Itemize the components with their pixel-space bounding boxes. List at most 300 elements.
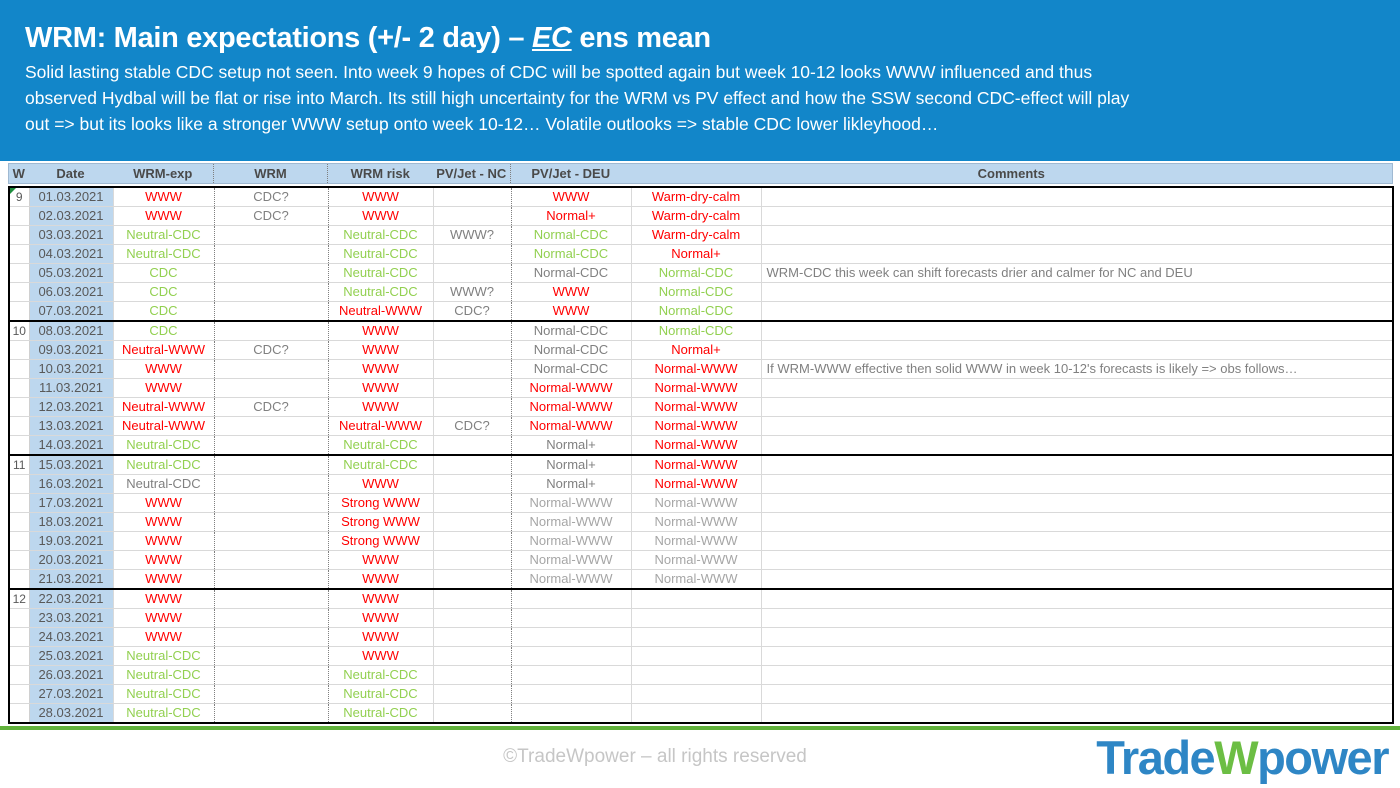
table-row — [9, 685, 1393, 704]
cell-pv-jet-deu: Normal-CDC — [511, 245, 631, 264]
cell-wrm-exp: Neutral-CDC — [113, 455, 214, 475]
cell-pv-jet-nc — [433, 647, 511, 666]
cell-pv-jet-deu — [511, 609, 631, 628]
cell-pv-jet-deu-2 — [631, 647, 761, 666]
cell-comment — [761, 647, 1393, 666]
cell-week: 10 — [9, 321, 29, 341]
cell-pv-jet-deu-2: Warm-dry-calm — [631, 226, 761, 245]
cell-date: 15.03.2021 — [29, 455, 113, 475]
cell-wrm-exp: WWW — [113, 628, 214, 647]
cell-comment — [761, 207, 1393, 226]
cell-pv-jet-deu-2: Normal-CDC — [631, 283, 761, 302]
table-row — [9, 494, 1393, 513]
cell-wrm — [214, 570, 328, 590]
column-header-pv-jet-nc: PV/Jet - NC — [436, 166, 507, 181]
cell-pv-jet-nc — [433, 666, 511, 685]
cell-week — [9, 532, 29, 551]
cell-week — [9, 436, 29, 456]
table-body — [8, 186, 1394, 724]
cell-wrm-exp: CDC — [113, 264, 214, 283]
cell-wrm-risk: Neutral-CDC — [328, 245, 433, 264]
cell-comment — [761, 704, 1393, 724]
cell-wrm — [214, 666, 328, 685]
column-header-date: Date — [56, 166, 85, 181]
table-row — [9, 570, 1393, 590]
cell-date: 14.03.2021 — [29, 436, 113, 456]
cell-pv-jet-nc — [433, 628, 511, 647]
cell-week — [9, 570, 29, 590]
cell-date: 10.03.2021 — [29, 360, 113, 379]
brand-logo-power: power — [1257, 731, 1388, 784]
cell-pv-jet-deu-2 — [631, 666, 761, 685]
cell-pv-jet-deu-2: Normal-WWW — [631, 417, 761, 436]
cell-pv-jet-deu-2: Normal-WWW — [631, 360, 761, 379]
column-header-wrm-risk: WRM risk — [328, 164, 433, 184]
table-row — [9, 379, 1393, 398]
table-row — [9, 628, 1393, 647]
cell-week — [9, 609, 29, 628]
cell-comment — [761, 379, 1393, 398]
cell-wrm — [214, 513, 328, 532]
cell-wrm: CDC? — [214, 341, 328, 360]
cell-comment — [761, 685, 1393, 704]
cell-wrm-exp: WWW — [113, 570, 214, 590]
cell-pv-jet-deu: Normal-CDC — [511, 321, 631, 341]
cell-pv-jet-deu-2: Normal-WWW — [631, 436, 761, 456]
cell-pv-jet-nc — [433, 341, 511, 360]
cell-pv-jet-deu: Normal-WWW — [511, 532, 631, 551]
cell-pv-jet-deu — [511, 704, 631, 724]
cell-wrm-risk: Neutral-CDC — [328, 685, 433, 704]
cell-week — [9, 226, 29, 245]
cell-pv-jet-deu: Normal+ — [511, 455, 631, 475]
table-row — [9, 532, 1393, 551]
cell-pv-jet-deu-2: Normal-CDC — [631, 321, 761, 341]
cell-wrm-exp: CDC — [113, 283, 214, 302]
cell-pv-jet-nc — [433, 513, 511, 532]
cell-pv-jet-deu: Normal-CDC — [511, 360, 631, 379]
cell-pv-jet-nc — [433, 321, 511, 341]
cell-pv-jet-nc — [433, 245, 511, 264]
cell-pv-jet-deu: Normal+ — [511, 436, 631, 456]
cell-wrm-exp: Neutral-CDC — [113, 685, 214, 704]
cell-comment — [761, 589, 1393, 609]
cell-comment — [761, 666, 1393, 685]
cell-pv-jet-deu — [511, 685, 631, 704]
cell-pv-jet-deu: Normal-WWW — [511, 513, 631, 532]
cell-pv-jet-nc — [433, 436, 511, 456]
cell-pv-jet-nc — [433, 551, 511, 570]
cell-date: 03.03.2021 — [29, 226, 113, 245]
cell-pv-jet-nc — [433, 475, 511, 494]
cell-wrm-risk: Strong WWW — [328, 513, 433, 532]
cell-pv-jet-nc — [433, 207, 511, 226]
cell-wrm-risk: Neutral-CDC — [328, 264, 433, 283]
cell-pv-jet-deu: Normal-WWW — [511, 494, 631, 513]
brand-logo — [1096, 730, 1388, 785]
cell-wrm-exp: Neutral-CDC — [113, 666, 214, 685]
cell-week — [9, 551, 29, 570]
cell-wrm-risk: WWW — [328, 187, 433, 207]
cell-wrm-exp: CDC — [113, 302, 214, 322]
cell-week — [9, 379, 29, 398]
cell-pv-jet-deu-2: Normal-WWW — [631, 379, 761, 398]
cell-wrm-risk: WWW — [328, 398, 433, 417]
cell-wrm-exp: WWW — [113, 187, 214, 207]
cell-date: 13.03.2021 — [29, 417, 113, 436]
cell-wrm-exp: Neutral-CDC — [113, 704, 214, 724]
table-row — [9, 245, 1393, 264]
cell-wrm-exp: Neutral-WWW — [113, 398, 214, 417]
expectations-table — [8, 163, 1392, 724]
cell-week — [9, 283, 29, 302]
brand-logo-trade: Trade — [1096, 731, 1215, 784]
cell-comment — [761, 226, 1393, 245]
cell-date: 01.03.2021 — [29, 187, 113, 207]
cell-wrm-exp: WWW — [113, 379, 214, 398]
table-row — [9, 551, 1393, 570]
column-header-comments: Comments — [977, 166, 1045, 181]
cell-pv-jet-deu: Normal-CDC — [511, 226, 631, 245]
cell-wrm-risk: WWW — [328, 589, 433, 609]
cell-wrm — [214, 685, 328, 704]
cell-pv-jet-nc — [433, 455, 511, 475]
cell-comment — [761, 494, 1393, 513]
cell-pv-jet-nc: CDC? — [433, 417, 511, 436]
cell-wrm-risk: Strong WWW — [328, 532, 433, 551]
cell-date: 04.03.2021 — [29, 245, 113, 264]
cell-wrm — [214, 609, 328, 628]
cell-pv-jet-deu-2 — [631, 704, 761, 724]
cell-pv-jet-deu: Normal+ — [511, 475, 631, 494]
cell-date: 12.03.2021 — [29, 398, 113, 417]
subtitle-line: observed Hydbal will be flat or rise into March. Its still high uncertainty for the WRM vs PV effect and how the SSW second CDC-effect will play — [25, 87, 1130, 108]
cell-comment — [761, 551, 1393, 570]
cell-wrm-risk: WWW — [328, 628, 433, 647]
cell-date: 02.03.2021 — [29, 207, 113, 226]
cell-date: 28.03.2021 — [29, 704, 113, 724]
cell-wrm — [214, 475, 328, 494]
cell-week: 12 — [9, 589, 29, 609]
cell-week — [9, 207, 29, 226]
cell-date: 17.03.2021 — [29, 494, 113, 513]
cell-pv-jet-nc — [433, 532, 511, 551]
cell-pv-jet-nc — [433, 570, 511, 590]
cell-week: 9 — [9, 187, 29, 207]
cell-comment: WRM-CDC this week can shift forecasts drier and calmer for NC and DEU — [761, 264, 1393, 283]
cell-wrm-risk: WWW — [328, 609, 433, 628]
cell-wrm-exp: Neutral-WWW — [113, 417, 214, 436]
cell-wrm: CDC? — [214, 398, 328, 417]
table-row — [9, 302, 1393, 322]
cell-wrm-exp: WWW — [113, 589, 214, 609]
cell-pv-jet-nc — [433, 187, 511, 207]
cell-date: 09.03.2021 — [29, 341, 113, 360]
cell-wrm — [214, 379, 328, 398]
cell-pv-jet-deu-2: Normal+ — [631, 245, 761, 264]
brand-logo-w: W — [1214, 731, 1258, 784]
cell-pv-jet-deu-2 — [631, 589, 761, 609]
cell-comment — [761, 302, 1393, 322]
cell-pv-jet-deu-2: Normal-WWW — [631, 455, 761, 475]
cell-wrm-exp: WWW — [113, 551, 214, 570]
cell-pv-jet-nc — [433, 609, 511, 628]
table-row — [9, 589, 1393, 609]
column-header-pv-jet-deu-2 — [631, 164, 761, 184]
cell-wrm — [214, 647, 328, 666]
cell-comment — [761, 417, 1393, 436]
column-header-wrm: WRM — [214, 164, 328, 184]
cell-wrm-risk: Neutral-CDC — [328, 283, 433, 302]
cell-pv-jet-deu: Normal-WWW — [511, 570, 631, 590]
cell-comment — [761, 245, 1393, 264]
cell-wrm-exp: WWW — [113, 513, 214, 532]
cell-wrm — [214, 494, 328, 513]
cell-comment — [761, 532, 1393, 551]
cell-pv-jet-deu: Normal-WWW — [511, 417, 631, 436]
cell-comment — [761, 187, 1393, 207]
cell-pv-jet-deu-2: Normal-WWW — [631, 570, 761, 590]
cell-wrm-risk: Neutral-CDC — [328, 704, 433, 724]
subtitle-line: Solid lasting stable CDC setup not seen. Into week 9 hopes of CDC will be spotted again but week 10-12 looks WWW influenced and thus — [25, 62, 1093, 82]
cell-pv-jet-deu-2: Warm-dry-calm — [631, 187, 761, 207]
column-header-pv-jet-deu: PV/Jet - DEU — [511, 164, 631, 184]
cell-wrm-exp: WWW — [113, 609, 214, 628]
cell-wrm-risk: WWW — [328, 379, 433, 398]
cell-date: 19.03.2021 — [29, 532, 113, 551]
cell-wrm-risk: WWW — [328, 551, 433, 570]
cell-pv-jet-deu-2 — [631, 609, 761, 628]
cell-week — [9, 398, 29, 417]
cell-date: 20.03.2021 — [29, 551, 113, 570]
cell-date: 18.03.2021 — [29, 513, 113, 532]
cell-pv-jet-deu-2: Normal-WWW — [631, 532, 761, 551]
cell-wrm-exp: Neutral-CDC — [113, 226, 214, 245]
cell-comment — [761, 570, 1393, 590]
cell-date: 07.03.2021 — [29, 302, 113, 322]
table-row — [9, 455, 1393, 475]
cell-week: 11 — [9, 455, 29, 475]
cell-wrm-exp: Neutral-CDC — [113, 436, 214, 456]
cell-pv-jet-nc: WWW? — [433, 226, 511, 245]
cell-week — [9, 475, 29, 494]
cell-pv-jet-deu-2 — [631, 685, 761, 704]
cell-pv-jet-deu: Normal-WWW — [511, 379, 631, 398]
cell-pv-jet-deu-2: Warm-dry-calm — [631, 207, 761, 226]
cell-wrm: CDC? — [214, 187, 328, 207]
cell-pv-jet-nc — [433, 398, 511, 417]
subtitle-line: out => but its looks like a stronger WWW setup onto week 10-12… Volatile outlooks => stable CDC lower likleyhood… — [25, 113, 939, 134]
cell-pv-jet-deu-2: Normal-CDC — [631, 264, 761, 283]
cell-pv-jet-deu: Normal-CDC — [511, 341, 631, 360]
header-banner — [0, 0, 1400, 161]
cell-comment — [761, 398, 1393, 417]
cell-comment — [761, 321, 1393, 341]
table-row — [9, 513, 1393, 532]
cell-pv-jet-deu: WWW — [511, 302, 631, 322]
cell-wrm-risk: WWW — [328, 475, 433, 494]
cell-week — [9, 513, 29, 532]
cell-pv-jet-nc — [433, 379, 511, 398]
cell-wrm-exp: WWW — [113, 494, 214, 513]
cell-pv-jet-nc — [433, 264, 511, 283]
cell-date: 24.03.2021 — [29, 628, 113, 647]
cell-pv-jet-deu-2: Normal-WWW — [631, 551, 761, 570]
cell-wrm-risk: WWW — [328, 570, 433, 590]
cell-pv-jet-deu-2: Normal-WWW — [631, 398, 761, 417]
cell-date: 27.03.2021 — [29, 685, 113, 704]
cell-pv-jet-deu-2: Normal-WWW — [631, 494, 761, 513]
table-row — [9, 666, 1393, 685]
cell-pv-jet-deu — [511, 666, 631, 685]
cell-wrm-exp: Neutral-CDC — [113, 245, 214, 264]
cell-date: 05.03.2021 — [29, 264, 113, 283]
cell-pv-jet-deu-2 — [631, 628, 761, 647]
table-row — [9, 187, 1393, 207]
cell-wrm-risk: Neutral-CDC — [328, 226, 433, 245]
table-row — [9, 341, 1393, 360]
table-row — [9, 417, 1393, 436]
cell-wrm-exp: Neutral-CDC — [113, 475, 214, 494]
table-row — [9, 436, 1393, 456]
cell-pv-jet-deu: Normal-CDC — [511, 264, 631, 283]
cell-pv-jet-deu: WWW — [511, 283, 631, 302]
cell-week — [9, 647, 29, 666]
cell-wrm — [214, 628, 328, 647]
cell-date: 26.03.2021 — [29, 666, 113, 685]
cell-wrm-risk: Neutral-WWW — [328, 417, 433, 436]
cell-wrm — [214, 360, 328, 379]
page-title-suffix: ens mean — [571, 22, 711, 54]
cell-pv-jet-deu — [511, 628, 631, 647]
cell-pv-jet-deu: Normal+ — [511, 207, 631, 226]
cell-pv-jet-deu — [511, 589, 631, 609]
cell-wrm — [214, 704, 328, 724]
cell-wrm: CDC? — [214, 207, 328, 226]
cell-wrm-risk: WWW — [328, 360, 433, 379]
cell-wrm — [214, 245, 328, 264]
cell-wrm-risk: Neutral-CDC — [328, 666, 433, 685]
cell-wrm-risk: WWW — [328, 341, 433, 360]
cell-wrm-exp: CDC — [113, 321, 214, 341]
cell-pv-jet-nc: CDC? — [433, 302, 511, 322]
cell-comment — [761, 513, 1393, 532]
table-row — [9, 609, 1393, 628]
cell-pv-jet-deu-2: Normal-WWW — [631, 475, 761, 494]
cell-pv-jet-deu-2: Normal+ — [631, 341, 761, 360]
table-row — [9, 321, 1393, 341]
table-row — [9, 398, 1393, 417]
cell-comment: If WRM-WWW effective then solid WWW in week 10-12's forecasts is likely => obs follows… — [761, 360, 1393, 379]
cell-date: 08.03.2021 — [29, 321, 113, 341]
cell-week — [9, 685, 29, 704]
cell-pv-jet-nc: WWW? — [433, 283, 511, 302]
cell-pv-jet-deu: Normal-WWW — [511, 551, 631, 570]
table-row — [9, 226, 1393, 245]
cell-pv-jet-nc — [433, 494, 511, 513]
cell-pv-jet-nc — [433, 360, 511, 379]
cell-wrm — [214, 321, 328, 341]
cell-week — [9, 704, 29, 724]
cell-week — [9, 494, 29, 513]
cell-wrm-risk: Neutral-CDC — [328, 455, 433, 475]
cell-pv-jet-deu-2: Normal-WWW — [631, 513, 761, 532]
table-row — [9, 207, 1393, 226]
table-row — [9, 704, 1393, 724]
cell-week — [9, 302, 29, 322]
cell-wrm — [214, 551, 328, 570]
cell-wrm — [214, 283, 328, 302]
cell-date: 11.03.2021 — [29, 379, 113, 398]
table-row — [9, 475, 1393, 494]
cell-wrm — [214, 417, 328, 436]
column-header-wrm-exp: WRM-exp — [133, 166, 193, 181]
cell-wrm-risk: WWW — [328, 647, 433, 666]
cell-wrm — [214, 532, 328, 551]
cell-week — [9, 417, 29, 436]
cell-date: 23.03.2021 — [29, 609, 113, 628]
cell-date: 06.03.2021 — [29, 283, 113, 302]
cell-pv-jet-nc — [433, 685, 511, 704]
cell-wrm — [214, 302, 328, 322]
cell-pv-jet-nc — [433, 589, 511, 609]
cell-pv-jet-deu — [511, 647, 631, 666]
cell-wrm-exp: WWW — [113, 207, 214, 226]
cell-wrm — [214, 226, 328, 245]
cell-wrm-risk: WWW — [328, 321, 433, 341]
cell-date: 22.03.2021 — [29, 589, 113, 609]
cell-date: 16.03.2021 — [29, 475, 113, 494]
column-header-week: W — [12, 166, 25, 181]
page-title — [0, 0, 1400, 55]
page-title-prefix: WRM: Main expectations (+/- 2 day) – — [25, 22, 532, 54]
page-title-emphasis: EC — [531, 22, 572, 54]
cell-pv-jet-deu: WWW — [511, 187, 631, 207]
cell-pv-jet-nc — [433, 704, 511, 724]
cell-pv-jet-deu: Normal-WWW — [511, 398, 631, 417]
cell-comment — [761, 436, 1393, 456]
header-row — [9, 164, 1393, 184]
cell-comment — [761, 283, 1393, 302]
cell-comment — [761, 341, 1393, 360]
cell-week — [9, 264, 29, 283]
cell-week — [9, 666, 29, 685]
table-row — [9, 283, 1393, 302]
cell-date: 21.03.2021 — [29, 570, 113, 590]
cell-wrm — [214, 264, 328, 283]
subtitle — [0, 55, 1400, 137]
copyright-text: ©TradeWpower – all rights reserved — [503, 746, 807, 767]
cell-wrm-exp: WWW — [113, 532, 214, 551]
cell-date: 25.03.2021 — [29, 647, 113, 666]
cell-wrm — [214, 436, 328, 456]
table-row — [9, 360, 1393, 379]
cell-comment — [761, 609, 1393, 628]
cell-wrm — [214, 455, 328, 475]
cell-comment — [761, 628, 1393, 647]
cell-wrm-exp: Neutral-WWW — [113, 341, 214, 360]
cell-wrm-risk: Neutral-WWW — [328, 302, 433, 322]
cell-week — [9, 360, 29, 379]
cell-wrm-risk: WWW — [328, 207, 433, 226]
cell-week — [9, 628, 29, 647]
cell-wrm-risk: Neutral-CDC — [328, 436, 433, 456]
cell-week — [9, 245, 29, 264]
cell-comment — [761, 455, 1393, 475]
cell-pv-jet-deu-2: Normal-CDC — [631, 302, 761, 322]
table-header — [8, 163, 1393, 184]
cell-wrm-exp: Neutral-CDC — [113, 647, 214, 666]
